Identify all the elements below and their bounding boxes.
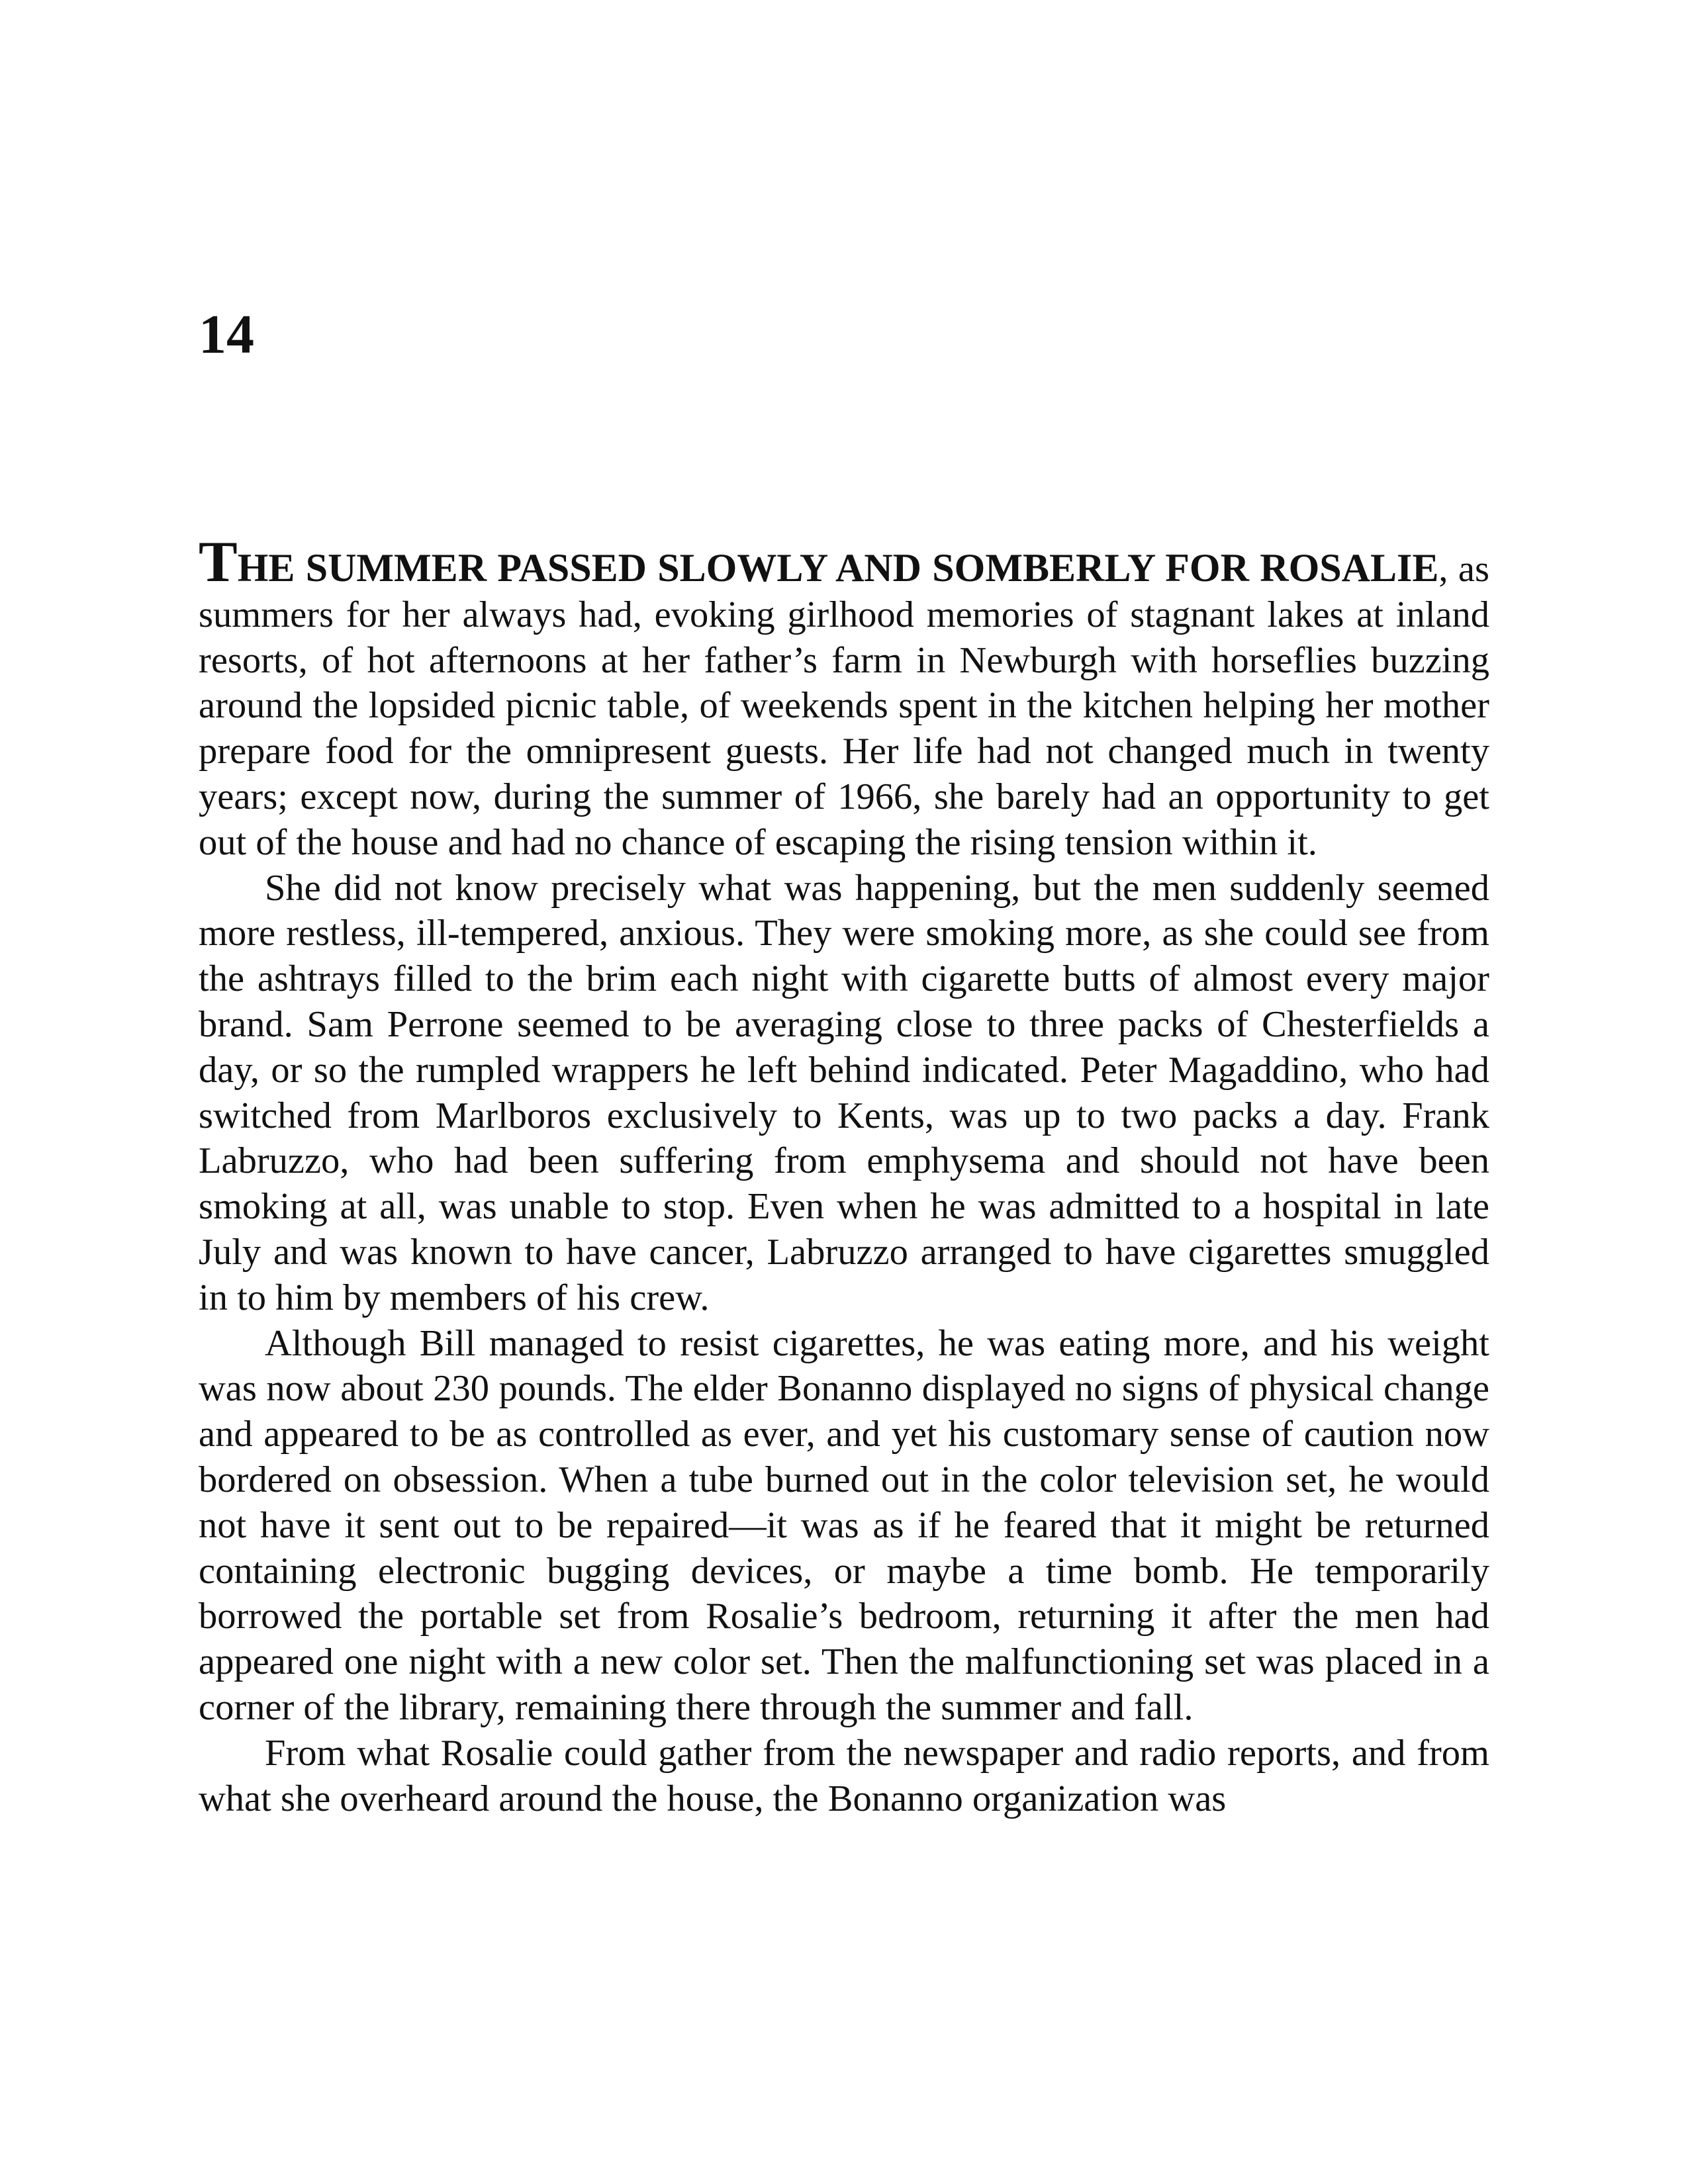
paragraph-reports: From what Rosalie could gather from the newspaper and radio reports, and from what she overheard around the house, the Bonanno organization was: [199, 1732, 1489, 1819]
paragraph-smoking: She did not know precisely what was happening, but the men suddenly seemed more restless, ill-tempered, anxious. They were smoking more, as she could see from the ashtrays filled to the brim each night with cigarette butts of almost every major brand. Sam Perrone seemed to be averaging close to three packs of Chesterfields a day, or so the rumpled wrappers he left behind indicated. Peter Magaddino, who had switched from Marlboros exclusively to Kents, was up to two packs a day. Frank Labruzzo, who had been suffering from emphysema and should not have been smoking at all, was unable to stop. Even when he was admitted to a hospital in late July and was known to have cancer, Labruzzo arranged to have cigarettes smuggled in to him by members of his crew.: [199, 867, 1489, 1318]
opening-initial: T: [199, 530, 238, 594]
opening-caps: [199, 530, 1439, 594]
opening-paragraph: [199, 530, 1489, 866]
book-page: [199, 0, 1489, 2184]
chapter-body: [199, 530, 1489, 1821]
opening-text: , as summers for her always had, evoking girlhood memories of stagnant lakes at inland resorts, of hot afternoons at her father’s farm in Newburgh with horseflies buzzing around the lopsided picnic table, of weekends spent in the kitchen helping her mother prepare food for the omnipresent guests. Her life had not changed much in twenty years; except now, during the summer of 1966, she barely had an opportunity to get out of the house and had no chance of escaping the rising tension within it.: [199, 549, 1489, 863]
opening-small-caps: HE SUMMER PASSED SLOWLY AND SOMBERLY FOR ROSALIE: [237, 546, 1439, 590]
paragraph-bill-and-bonanno: Although Bill managed to resist cigarettes, he was eating more, and his weight was now about 230 pounds. The elder Bonanno displayed no signs of physical change and appeared to be as controlled as ever, and yet his customary sense of caution now bordered on obsession. When a tube burned out in the color television set, he would not have it sent out to be repaired—it was as if he feared that it might be returned containing electronic bugging devices, or maybe a time bomb. He temporarily borrowed the portable set from Rosalie’s bedroom, returning it after the men had appeared one night with a new color set. Then the malfunctioning set was placed in a corner of the library, remaining there through the summer and fall.: [199, 1322, 1489, 1728]
chapter-number: 14: [199, 304, 254, 365]
